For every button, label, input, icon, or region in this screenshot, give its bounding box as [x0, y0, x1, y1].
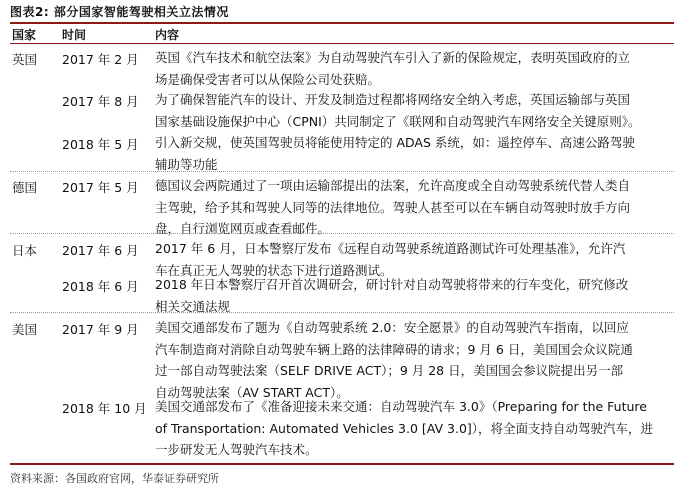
row-date: 2017 年 9 月	[62, 322, 139, 337]
row-content	[155, 317, 667, 403]
content-line: 2017 年 6 月，日本警察厅发布《远程自动驾驶系统道路测试许可处理基准》，允许汽	[155, 241, 626, 256]
content-line: 2018 年日本警察厅召开首次调研会，研讨针对自动驾驶将带来的行车变化，研究修改	[155, 277, 629, 292]
row-date: 2017 年 6 月	[62, 243, 139, 258]
group-separator	[10, 312, 674, 313]
row-country: 美国	[12, 322, 38, 337]
content-line: 美国交通部发布了《准备迎接未来交通：自动驾驶汽车 3.0》（Preparing for the Future	[155, 399, 647, 414]
row-content	[155, 132, 667, 175]
header-content: 内容	[155, 28, 180, 42]
bottom-rule	[10, 463, 674, 465]
row-date: 2017 年 8 月	[62, 94, 139, 109]
content-line: 主驾驶，给予其和驾驶人同等的法律地位。驾驶人甚至可以在车辆自动驾驶时放手方向	[155, 199, 631, 215]
row-content	[155, 175, 667, 240]
row-country: 德国	[12, 180, 38, 195]
content-line: 引入新交规，使英国驾驶员将能使用特定的 ADAS 系统，如：遥控停车、高速公路驾驶	[155, 135, 635, 150]
row-date: 2017 年 2 月	[62, 52, 139, 67]
row-country: 日本	[12, 243, 38, 258]
row-date: 2018 年 5 月	[62, 137, 139, 152]
content-line: 相关交通法规	[155, 298, 231, 314]
content-line: 英国《汽车技术和航空法案》为自动驾驶汽车引入了新的保险规定，表明英国政府的立	[155, 50, 631, 65]
content-line: 为了确保智能汽车的设计、开发及制造过程都将网络安全纳入考虑，英国运输部与英国	[155, 92, 631, 107]
row-date: 2017 年 5 月	[62, 180, 139, 195]
header-country: 国家	[12, 28, 37, 42]
header-time: 时间	[62, 28, 87, 42]
content-line: 盘，自行浏览网页或查看邮件。	[155, 221, 331, 236]
group-separator	[10, 171, 674, 172]
header-rule	[10, 43, 674, 44]
row-country: 英国	[12, 52, 38, 67]
row-date: 2018 年 6 月	[62, 279, 139, 294]
content-line: 一步研发无人驾驶汽车技术。	[155, 442, 318, 457]
content-line: 国家基础设施保护中心（CPNI）共同制定了《联网和自动驾驶汽车网络安全关键原则》。	[155, 113, 641, 129]
group-separator	[10, 233, 674, 234]
content-line: 过一部自动驾驶法案（SELF DRIVE ACT）；9 月 28 日，美国国会参议院提出另一部	[155, 363, 624, 378]
content-line: 汽车制造商对消除自动驾驶车辆上路的法律障碍的请求；9 月 6 日，美国国会众议院通	[155, 341, 633, 357]
content-line: 辅助等功能	[155, 156, 218, 172]
row-content	[155, 47, 667, 90]
source-note: 资料来源：各国政府官网，华泰证券研究所	[10, 472, 219, 485]
top-rule	[10, 22, 674, 24]
content-line: 场是确保受害者可以从保险公司处获赔。	[155, 71, 381, 87]
figure-title: 图表2: 部分国家智能驾驶相关立法情况	[10, 5, 229, 19]
content-line: 车在真正无人驾驶的状态下进行道路测试。	[155, 262, 393, 278]
content-line: 美国交通部发布了题为《自动驾驶系统 2.0：安全愿景》的自动驾驶汽车指南，以回应	[155, 320, 629, 335]
row-content	[155, 89, 667, 132]
content-line: 德国议会两院通过了一项由运输部提出的法案，允许高度或全自动驾驶系统代替人类自	[155, 178, 631, 193]
content-line: of Transportation: Automated Vehicles 3.0 [AV 3.0]），将全面支持自动驾驶汽车，进	[155, 420, 654, 436]
row-content	[155, 274, 667, 317]
row-date: 2018 年 10 月	[62, 401, 147, 416]
row-content	[155, 396, 667, 461]
content-line: 自动驾驶法案（AV START ACT）。	[155, 384, 349, 400]
